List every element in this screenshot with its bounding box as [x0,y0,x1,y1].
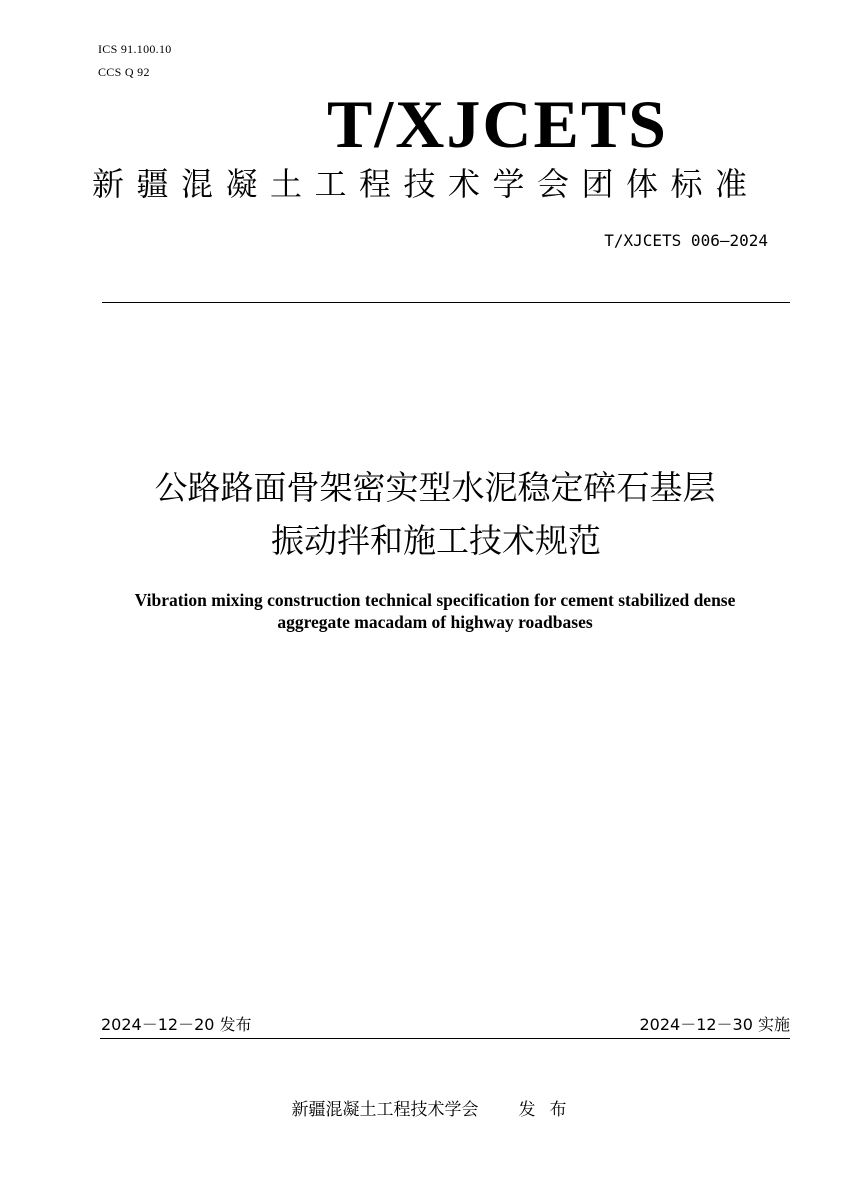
standard-number: T/XJCETS 006—2024 [604,231,768,250]
chinese-title-line-2: 振动拌和施工技术规范 [271,521,601,560]
issuer-action: 发布 [518,1100,581,1120]
bottom-divider [100,1038,790,1039]
issuer-name: 新疆混凝土工程技术学会 [291,1100,479,1120]
chinese-title-line-1: 公路路面骨架密实型水泥稳定碎石基层 [154,468,716,507]
english-title-line-1: Vibration mixing construction technical specification for cement stabilized dense [134,590,736,610]
ccs-code: CCS Q 92 [98,65,150,79]
implementation-date: 2024－12－30 实施 [639,1015,790,1034]
organization-standard-title: 新疆混凝土工程技术学会团体标准 [92,165,760,203]
publish-date: 2024－12－20 发布 [101,1015,252,1034]
english-title-line-2: aggregate macadam of highway roadbases [277,612,593,632]
standard-brand-logo: T/XJCETS [327,86,668,162]
issuer-line [0,1099,850,1121]
ics-code: ICS 91.100.10 [98,42,172,56]
top-divider [102,302,790,303]
